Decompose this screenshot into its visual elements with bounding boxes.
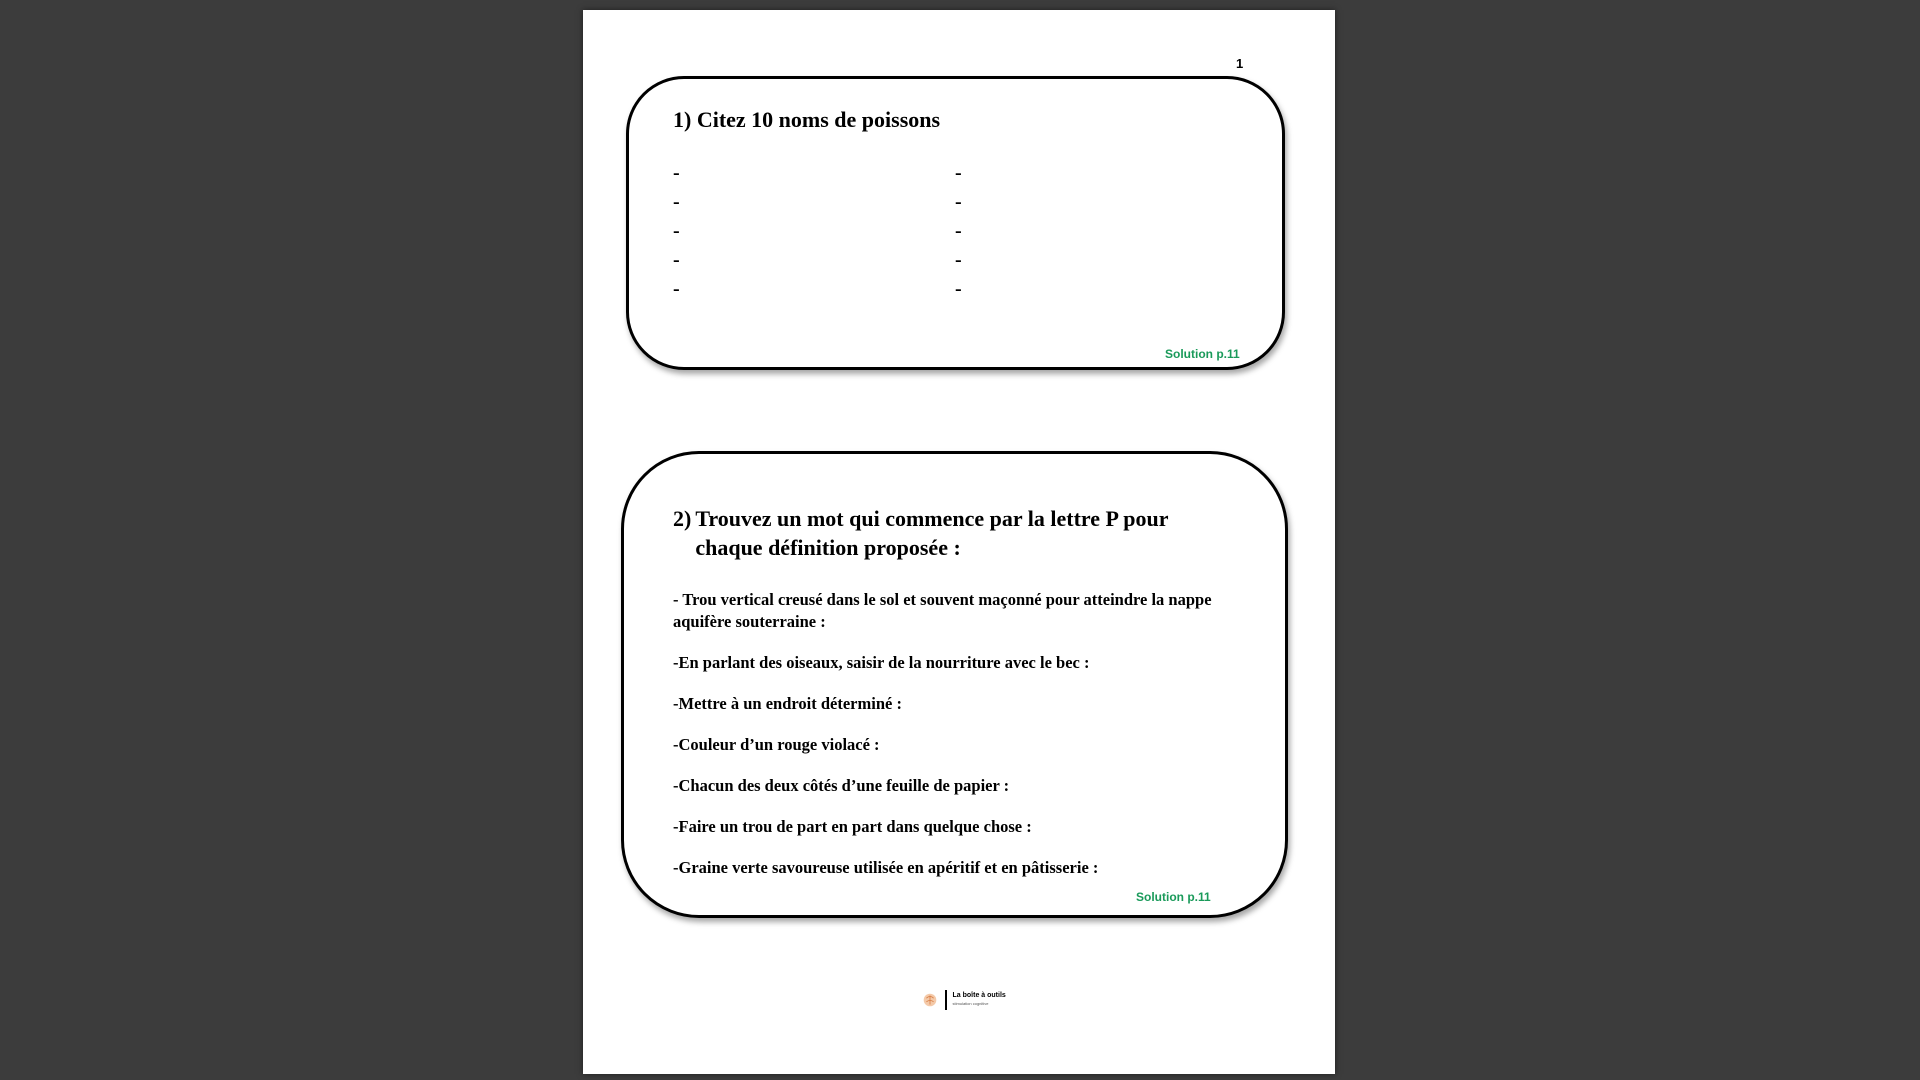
solution-reference: Solution p.11 <box>1136 890 1211 904</box>
answer-line: - <box>955 220 962 242</box>
logo-wordmark <box>953 992 1006 1008</box>
answer-line: - <box>955 162 962 184</box>
answer-line: - <box>955 278 962 300</box>
document-page <box>583 10 1335 1074</box>
answer-line: - <box>673 220 680 242</box>
question-2-number: 2) <box>673 506 692 531</box>
answer-column-right <box>955 159 962 304</box>
answer-line: - <box>955 191 962 213</box>
logo-subtitle: stimulation cognitive <box>952 1001 989 1006</box>
question-1-title: 1) Citez 10 noms de poissons <box>673 107 941 132</box>
logo-divider <box>945 990 947 1010</box>
brain-icon <box>921 991 939 1009</box>
question-2-card <box>621 451 1288 918</box>
definition-item: -Couleur d’un rouge violacé : <box>673 735 880 754</box>
page-number: 1 <box>1236 56 1244 71</box>
definition-item: -Chacun des deux côtés d’une feuille de papier : <box>673 776 1010 795</box>
question-2-title: Trouvez un mot qui commence par la lettre P pour chaque définition proposée : <box>695 506 1169 560</box>
question-1-card <box>626 76 1285 370</box>
answer-line: - <box>673 278 680 300</box>
definition-item: - Trou vertical creusé dans le sol et souvent maçonné pour atteindre la nappe aquifère souterraine : <box>673 590 1212 631</box>
definition-item: -Graine verte savoureuse utilisée en apéritif et en pâtisserie : <box>673 858 1099 877</box>
solution-reference: Solution p.11 <box>1165 347 1240 361</box>
answer-line: - <box>955 249 962 271</box>
answer-line: - <box>673 249 680 271</box>
definition-item: -En parlant des oiseaux, saisir de la nourriture avec le bec : <box>673 653 1090 672</box>
definition-item: -Faire un trou de part en part dans quelque chose : <box>673 817 1032 836</box>
definition-item: -Mettre à un endroit déterminé : <box>673 694 902 713</box>
question-2-heading <box>673 504 1233 562</box>
logo-title: La boîte à outils <box>952 992 1006 999</box>
definition-list <box>673 589 1233 898</box>
answer-line: - <box>673 191 680 213</box>
publisher-logo <box>921 990 1006 1010</box>
answer-column-left <box>673 159 680 304</box>
answer-line: - <box>673 162 680 184</box>
